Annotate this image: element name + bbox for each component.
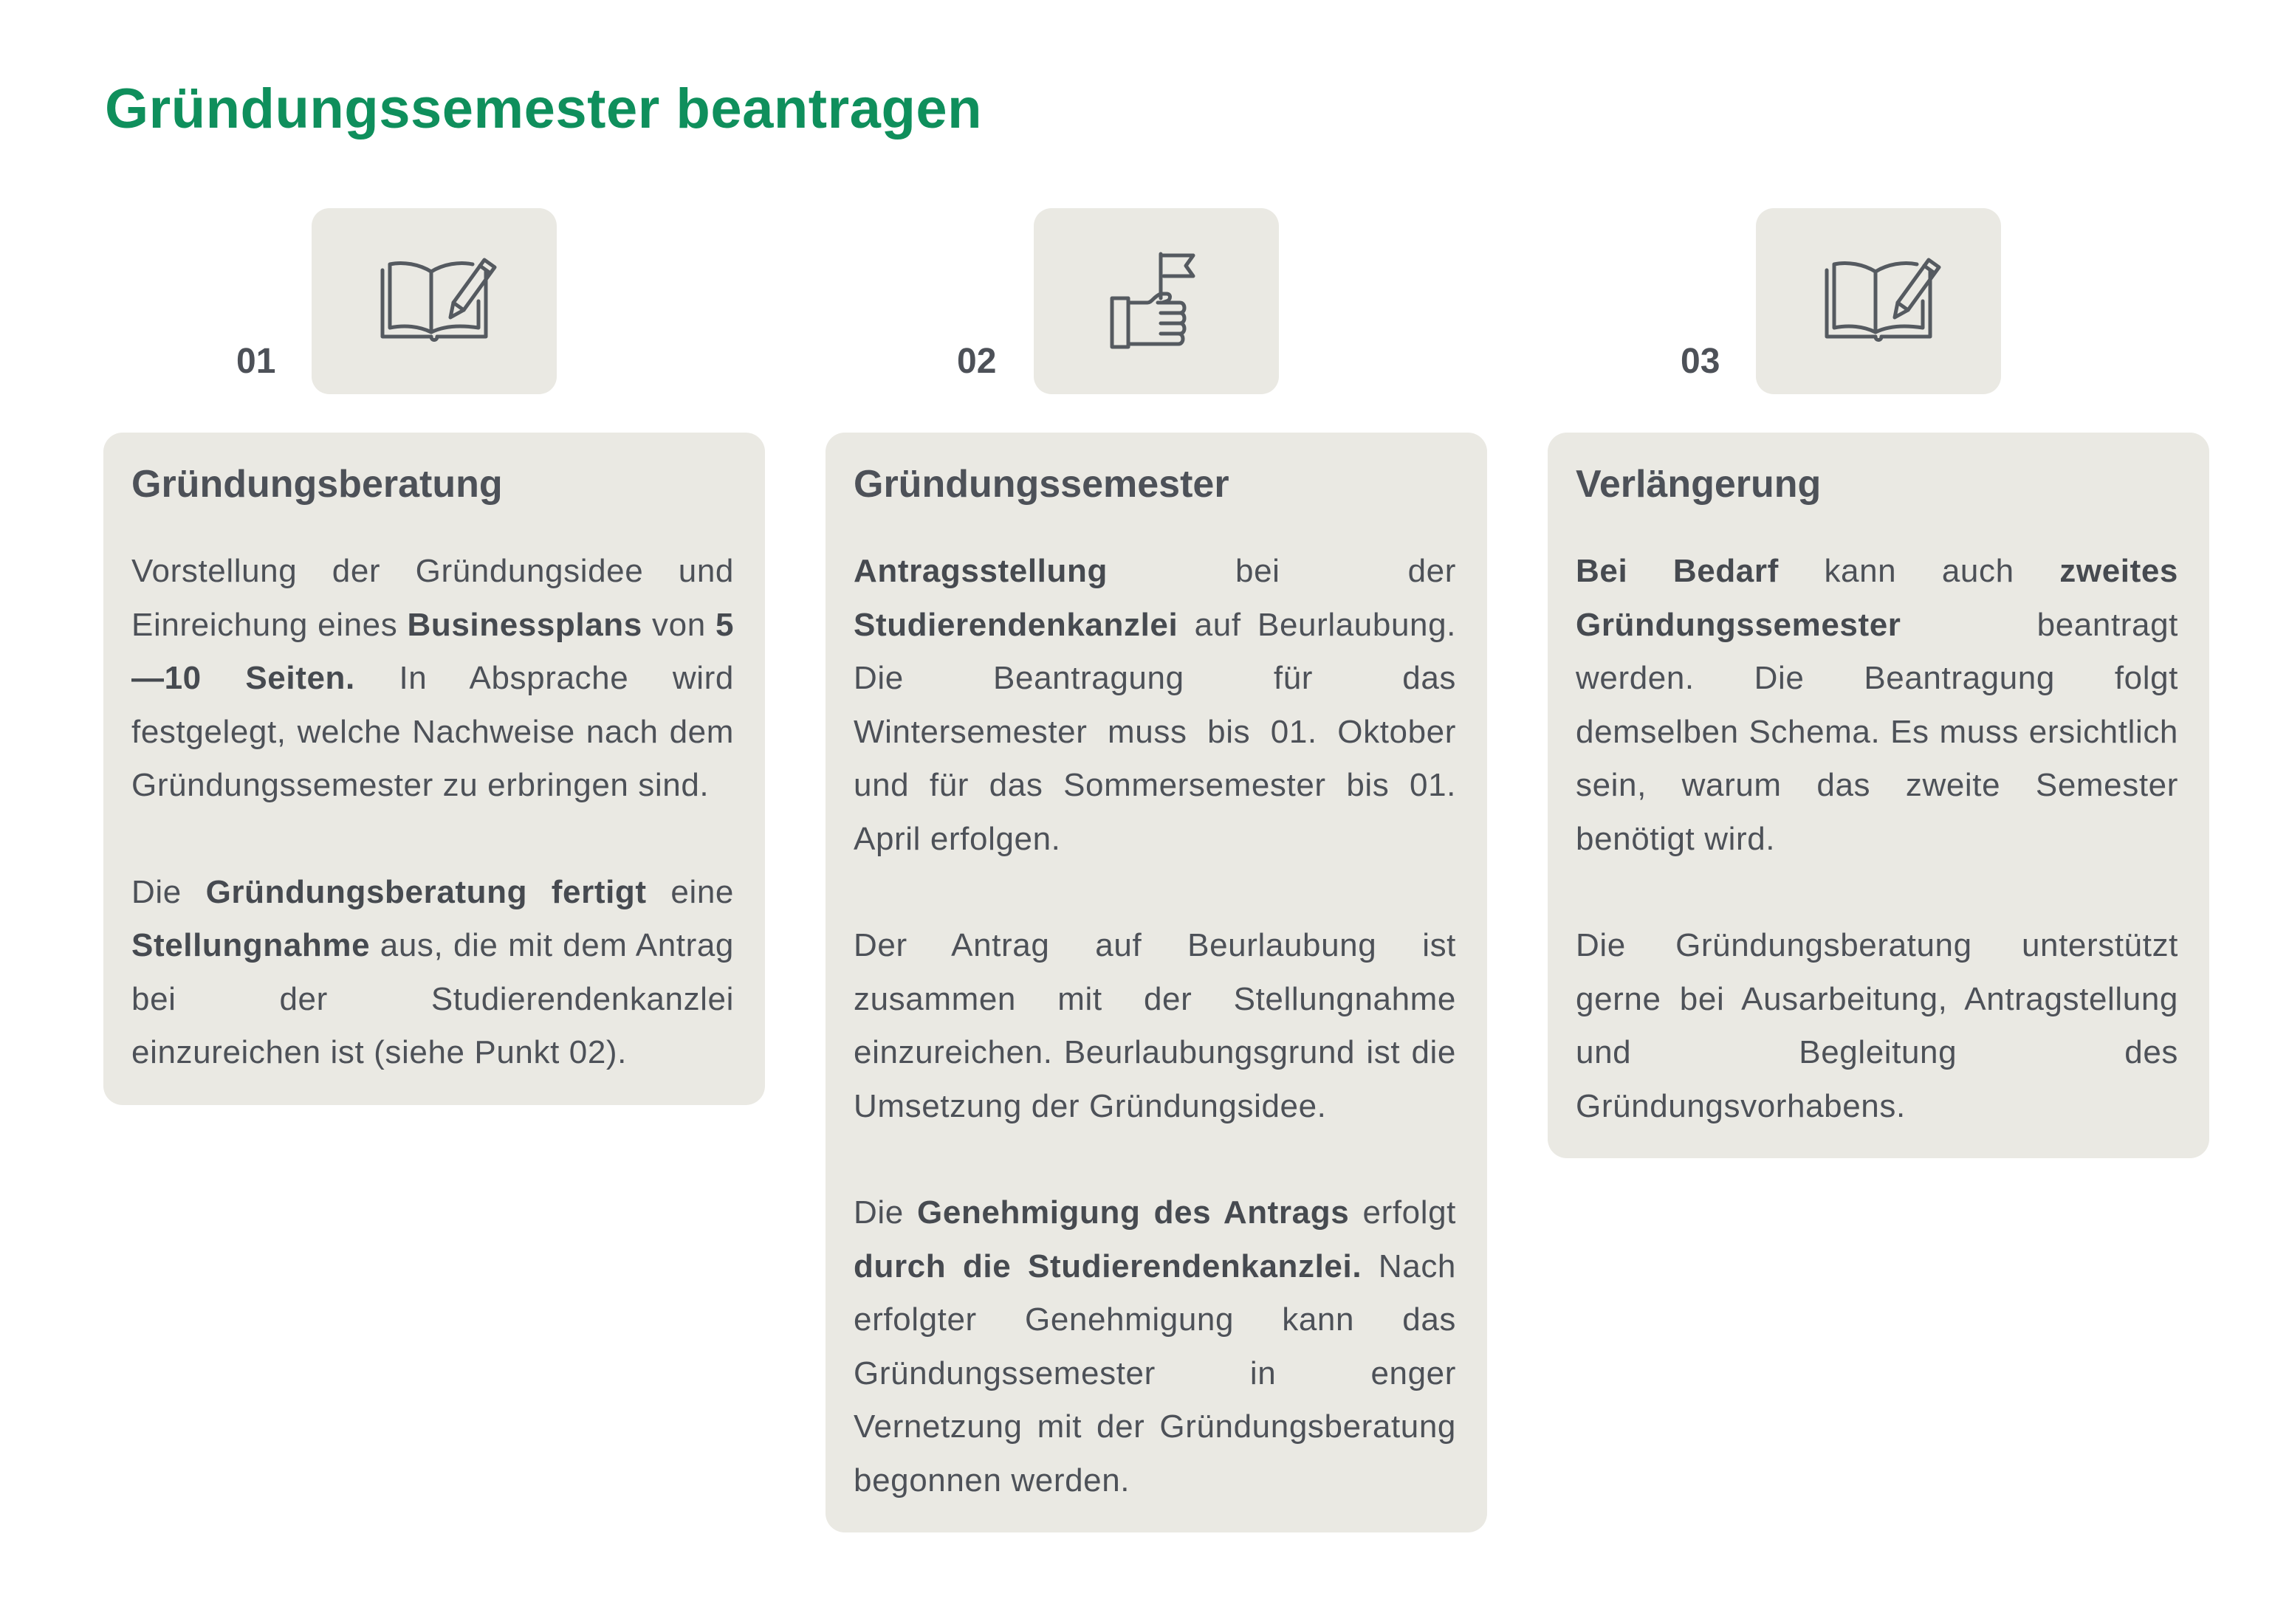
step-icon-box	[312, 208, 557, 394]
bold-text: Gründungsberatung fertigt	[205, 873, 647, 910]
body-text: Die	[854, 1194, 918, 1231]
body-text: Vorstellung der Gründungsidee und Einreichung eines	[131, 553, 734, 643]
body-text: Die Gründungsberatung unterstützt gerne bei Ausarbeitung, Antragstellung und Begleitung des Gründungsvorhabens.	[1576, 927, 2178, 1124]
body-text: bei der	[1107, 553, 1456, 589]
body-text: erfolgt	[1349, 1194, 1456, 1231]
step-card-gruendungsberatung	[103, 433, 765, 1105]
card-paragraph	[131, 866, 734, 1080]
bold-text: Bei Bedarf	[1576, 553, 1779, 589]
card-paragraph	[131, 545, 734, 813]
card-paragraph	[854, 545, 1456, 866]
card-title: Gründungsberatung	[131, 463, 503, 506]
body-text: beantragt werden. Die Beantragung folgt demselben Schema. Es muss ersichtlich sein, warum das zweite Semester benötigt wird.	[1576, 606, 2178, 857]
bold-text: 5—10 Seiten.	[131, 606, 735, 696]
bold-text: zweites Gründungssemester	[1576, 553, 2178, 643]
bold-text: durch die Studierendenkanzlei.	[854, 1248, 1362, 1284]
book-pencil-icon	[368, 250, 501, 353]
bold-text: Studierendenkanzlei	[854, 606, 1178, 643]
card-body	[1576, 545, 2178, 1133]
card-paragraph	[1576, 545, 2178, 866]
bold-text: Genehmigung des Antrags	[917, 1194, 1350, 1231]
step-icon-box	[1756, 208, 2001, 394]
body-text: kann auch	[1778, 553, 2060, 589]
card-title: Gründungssemester	[854, 463, 1229, 506]
step-number: 02	[957, 342, 997, 381]
card-paragraph	[1576, 919, 2178, 1133]
body-text: In Absprache wird festgelegt, welche Nachweise nach dem Gründungssemester zu erbringen sind.	[131, 660, 734, 803]
bold-text: Businessplans	[407, 606, 642, 643]
card-body	[131, 545, 734, 1080]
hand-flag-icon	[1090, 250, 1223, 353]
card-paragraph	[854, 919, 1456, 1133]
body-text: Die	[131, 873, 206, 910]
body-text: Nach erfolgter Genehmigung kann das Gründungssemester in enger Vernetzung mit der Gründungsberatung begonnen werden.	[854, 1248, 1456, 1499]
book-pencil-icon	[1812, 250, 1945, 353]
step-number: 03	[1681, 342, 1720, 381]
page-title: Gründungssemester beantragen	[105, 78, 983, 140]
bold-text: Stellungnahme	[131, 927, 371, 963]
card-title: Verlängerung	[1576, 463, 1822, 506]
step-card-verlaengerung	[1548, 433, 2209, 1158]
body-text: von	[642, 606, 715, 643]
card-body	[854, 545, 1456, 1507]
body-text: aus, die mit dem Antrag bei der Studierendenkanzlei einzureichen ist (siehe Punkt 02).	[131, 927, 734, 1070]
step-icon-box	[1034, 208, 1279, 394]
step-number: 01	[236, 342, 276, 381]
body-text: eine	[646, 873, 734, 910]
body-text: auf Beurlaubung. Die Beantragung für das Wintersemester muss bis 01. Oktober und für das Sommersemester bis 01. April erfolgen.	[854, 606, 1456, 857]
body-text: Der Antrag auf Beurlaubung ist zusammen mit der Stellungnahme einzureichen. Beurlaubungsgrund ist die Umsetzung der Gründungsidee.	[854, 927, 1456, 1124]
bold-text: Antragsstellung	[854, 553, 1108, 589]
card-paragraph	[854, 1186, 1456, 1507]
step-card-gruendungssemester	[826, 433, 1487, 1532]
